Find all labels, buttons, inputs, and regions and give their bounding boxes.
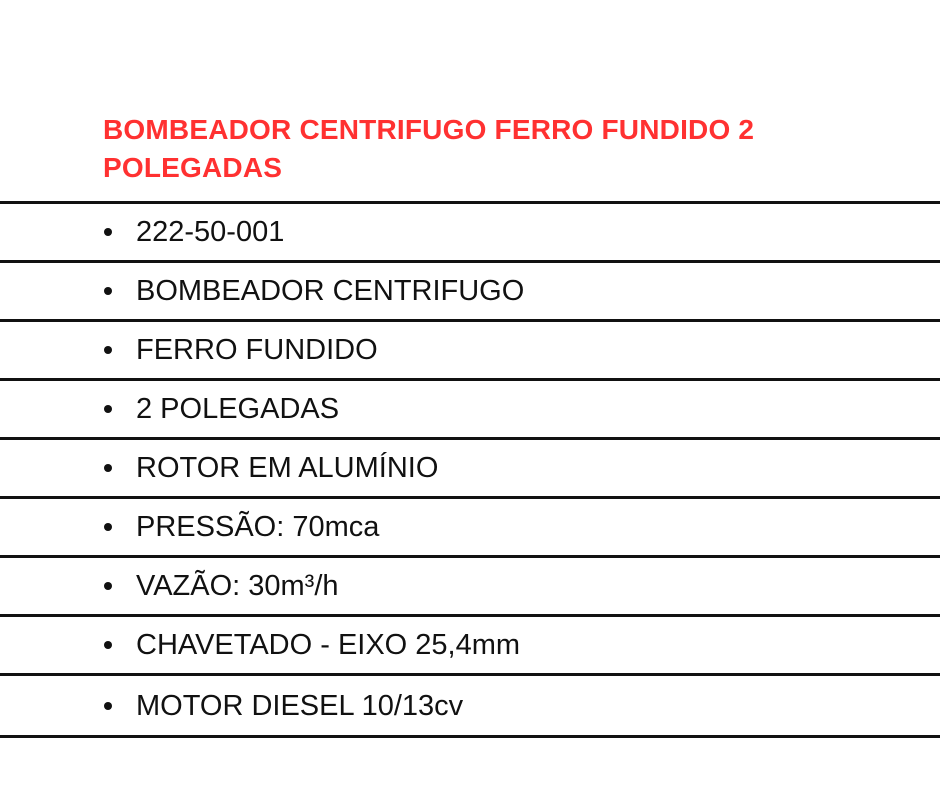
spec-shaft: CHAVETADO - EIXO 25,4mm <box>136 629 521 661</box>
spec-rotor: ROTOR EM ALUMÍNIO <box>136 452 439 484</box>
spec-list <box>0 201 940 738</box>
spec-material: FERRO FUNDIDO <box>136 334 378 366</box>
spec-pressure: PRESSÃO: 70mca <box>136 511 380 543</box>
spec-row <box>0 201 940 260</box>
spec-flow: VAZÃO: 30m³/h <box>136 570 339 602</box>
spec-row <box>0 555 940 614</box>
bullet-icon <box>104 702 112 710</box>
spec-size: 2 POLEGADAS <box>136 393 340 425</box>
bullet-icon <box>104 228 112 236</box>
bullet-icon <box>104 641 112 649</box>
bullet-icon <box>104 346 112 354</box>
spec-row <box>0 673 940 738</box>
spec-row <box>0 378 940 437</box>
spec-row <box>0 496 940 555</box>
spec-row <box>0 437 940 496</box>
bullet-icon <box>104 405 112 413</box>
bullet-icon <box>104 523 112 531</box>
spec-row <box>0 260 940 319</box>
spec-row <box>0 614 940 673</box>
spec-row <box>0 319 940 378</box>
bullet-icon <box>104 582 112 590</box>
bullet-icon <box>104 287 112 295</box>
bullet-icon <box>104 464 112 472</box>
spec-type: BOMBEADOR CENTRIFUGO <box>136 275 525 307</box>
spec-code: 222-50-001 <box>136 216 285 248</box>
product-title: BOMBEADOR CENTRIFUGO FERRO FUNDIDO 2 POLEGADAS <box>103 114 755 183</box>
spec-motor: MOTOR DIESEL 10/13cv <box>136 689 464 722</box>
